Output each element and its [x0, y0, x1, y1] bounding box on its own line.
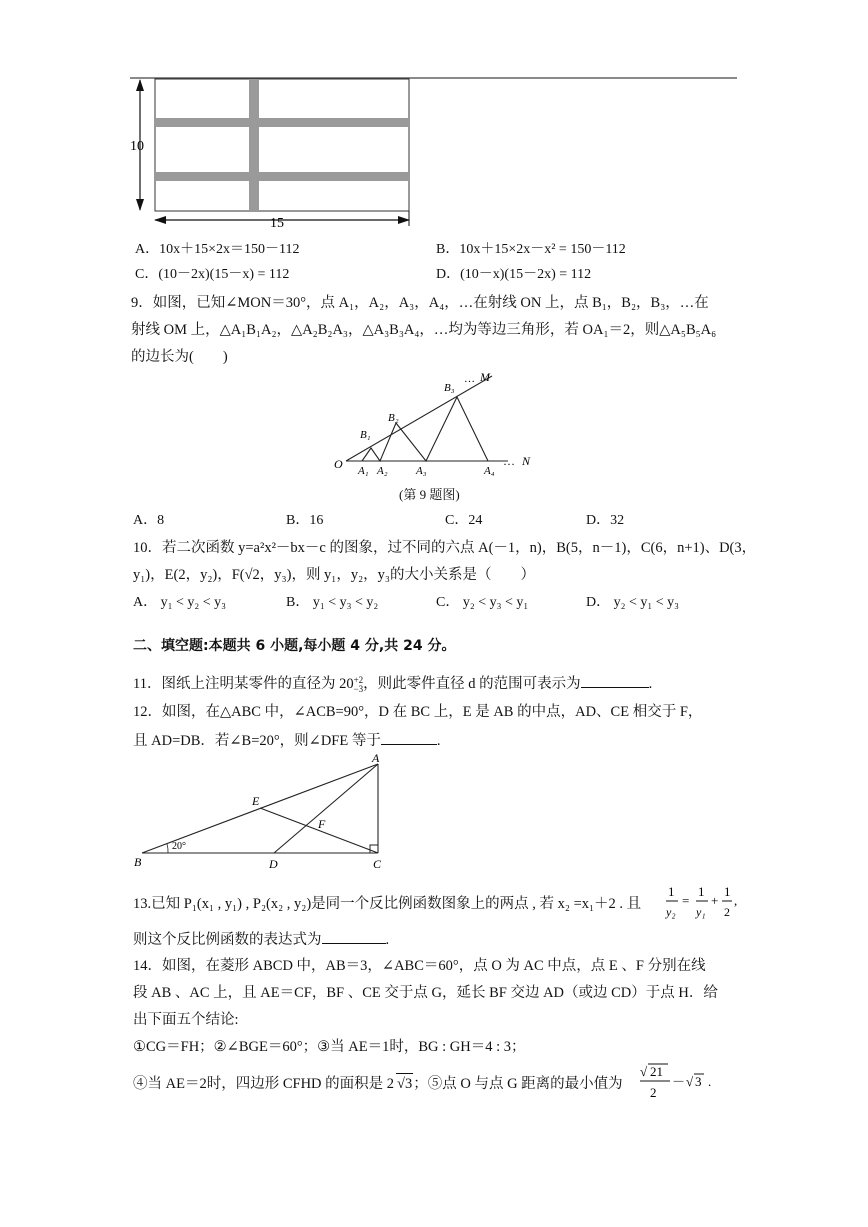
q11-superscript: +2 — [353, 674, 364, 685]
q9-line3: 的边长为( ) — [131, 349, 228, 365]
label-a: A — [372, 751, 380, 765]
q14-line5 — [133, 1073, 623, 1094]
label-n: N — [522, 454, 531, 468]
label-d: D — [269, 857, 278, 871]
q13-answer-blank — [322, 929, 386, 944]
q14-line4: ①CG＝FH；②∠BGE＝60°；③当 AE＝1时，BG : GH＝4 : 3； — [133, 1039, 526, 1055]
q10-option-c: C． y₂ < y₃ < y₁ — [436, 595, 529, 610]
sqrt-symbol-2: √ — [686, 1074, 694, 1089]
figure-height-label: 10 — [130, 139, 144, 154]
frac2-den: y₁ — [696, 905, 706, 919]
q12-line2-prefix: 且 AD=DB．若∠B=20°，则∠DFE 等于 — [133, 733, 381, 749]
q14-line1: 14．如图，在菱形 ABCD 中，AB＝3，∠ABC＝60°，点 O 为 AC 中点，点 E 、F 分别在线 — [133, 958, 706, 974]
fraction-denominator: 2 — [650, 1085, 657, 1100]
q9-option-c: C．24 — [445, 513, 483, 528]
q9-line1: 9．如图，已知∠MON＝30°，点 A₁，A₂，A₃，A₄，…在射线 ON 上，点 B₁，B₂，B₃，…在 — [131, 295, 709, 311]
q9-option-d: D．32 — [586, 513, 625, 528]
equals-sign: = — [682, 893, 690, 908]
label-dots-m: … — [464, 373, 475, 385]
label-e: E — [252, 794, 260, 808]
q14-line3: 出下面五个结论: — [133, 1012, 239, 1028]
q8-option-b: B．10x＋15×2x－x² = 150－112 — [436, 242, 626, 257]
frac3-den: 2 — [724, 905, 730, 919]
sqrt-21-radicand: 21 — [650, 1064, 663, 1079]
q11-subscript: −3 — [353, 683, 364, 694]
q12-answer-blank — [381, 730, 437, 745]
comma: , — [734, 893, 738, 908]
q13-end: . — [385, 932, 390, 948]
q8-rectangle-figure — [125, 74, 745, 234]
frac3-num: 1 — [724, 884, 731, 899]
q9-option-b: B．16 — [286, 513, 324, 528]
q11-text — [133, 673, 652, 694]
q14-line5-prefix: ④当 AE＝2时，四边形 CFHD 的面积是 2 — [133, 1076, 395, 1092]
sqrt-3-b-radicand: 3 — [695, 1074, 702, 1089]
q8-option-d: D．(10－x)(15－2x) = 112 — [436, 267, 592, 282]
frac1-num: 1 — [668, 884, 675, 899]
q8-option-a: A．10x＋15×2x＝150－112 — [135, 242, 300, 257]
q9-figure-caption: (第 9 题图) — [399, 487, 460, 502]
q11-answer-blank — [581, 673, 649, 688]
figure-width-label: 15 — [270, 216, 284, 231]
q10-option-b: B． y₁ < y₃ < y₂ — [286, 595, 379, 610]
q8-option-c: C．(10－2x)(15－x) = 112 — [135, 267, 290, 282]
q10-line2: y₁)，E(2，y₂)，F(√2，y₃)，则 y₁，y₂，y₃的大小关系是（ ） — [133, 567, 535, 583]
q13-line2-prefix: 则这个反比例函数的表达式为 — [133, 932, 322, 948]
sqrt-3-a: √3 — [396, 1073, 413, 1094]
q13-line1-prefix: 13.已知 P₁(x₁ , y₁) , P₂(x₂ , y₂)是同一个反比例函数图象上的两点 , 若 x₂ =x₁＋2 . 且 — [133, 896, 642, 912]
label-c: C — [373, 857, 382, 871]
label-angle: 20° — [172, 841, 186, 852]
q9-figure — [330, 368, 550, 480]
sqrt-symbol: √ — [640, 1064, 648, 1079]
q10-option-a: A． y₁ < y₂ < y₃ — [133, 595, 227, 610]
frac1-den: y₂ — [666, 905, 676, 919]
label-b2: B₂ — [388, 412, 399, 424]
q12-line1: 12．如图，在△ABC 中，∠ACB=90°，D 在 BC 上，E 是 AB 的中点，AD、CE 相交于 F， — [133, 704, 703, 720]
label-o: O — [334, 457, 343, 471]
label-f: F — [318, 817, 326, 831]
q9-option-a: A．8 — [133, 513, 165, 528]
q13-line2 — [133, 929, 389, 950]
q14-line5-mid: ；⑤点 O 与点 G 距离的最小值为 — [413, 1076, 623, 1092]
label-m: M — [480, 370, 490, 384]
q12-triangle-figure — [128, 750, 398, 874]
label-b: B — [134, 855, 142, 869]
frac2-num: 1 — [698, 884, 705, 899]
q14-line2: 段 AB 、AC 上，且 AE＝CF，BF 、CE 交于点 G，延长 BF 交边 AD（或边 CD）于点 H．给 — [133, 985, 718, 1001]
q14-final-expression — [638, 1058, 718, 1104]
q11-end: . — [648, 676, 653, 692]
section2-title: 二、填空题:本题共 6 小题,每小题 4 分,共 24 分。 — [133, 638, 456, 654]
label-a2: A₂ — [377, 465, 388, 477]
q10-option-d: D． y₂ < y₁ < y₃ — [586, 595, 680, 610]
sqrt-3-a-radicand: 3 — [404, 1076, 413, 1092]
q11-prefix: 11．图纸上注明某零件的直径为 20 — [133, 676, 354, 692]
q10-line1: 10．若二次函数 y=a²x²－bx－c 的图象，过不同的六点 A(－1，n)，B(5，n－1)，C(6，n+1)、D(3， — [133, 540, 757, 556]
q11-suffix: ，则此零件直径 d 的范围可表示为 — [363, 676, 581, 692]
q13-fraction-equation — [664, 881, 740, 923]
q12-end: . — [436, 733, 441, 749]
final-period: . — [708, 1074, 712, 1089]
q9-line2: 射线 OM 上，△A₁B₁A₂，△A₂B₂A₃，△A₃B₃A₄，…均为等边三角形，若 OA₁＝2，则△A₅B₅A₆ — [131, 322, 717, 338]
plus-sign: + — [711, 893, 719, 908]
label-b1: B₁ — [360, 429, 371, 441]
label-a4: A₄ — [484, 465, 495, 477]
q12-line2 — [133, 730, 440, 751]
minus-sign: － — [672, 1074, 686, 1089]
label-dots-n: … — [503, 454, 515, 468]
label-a3: A₃ — [416, 465, 427, 477]
label-a1: A₁ — [358, 465, 369, 477]
label-b3: B₃ — [444, 382, 455, 394]
